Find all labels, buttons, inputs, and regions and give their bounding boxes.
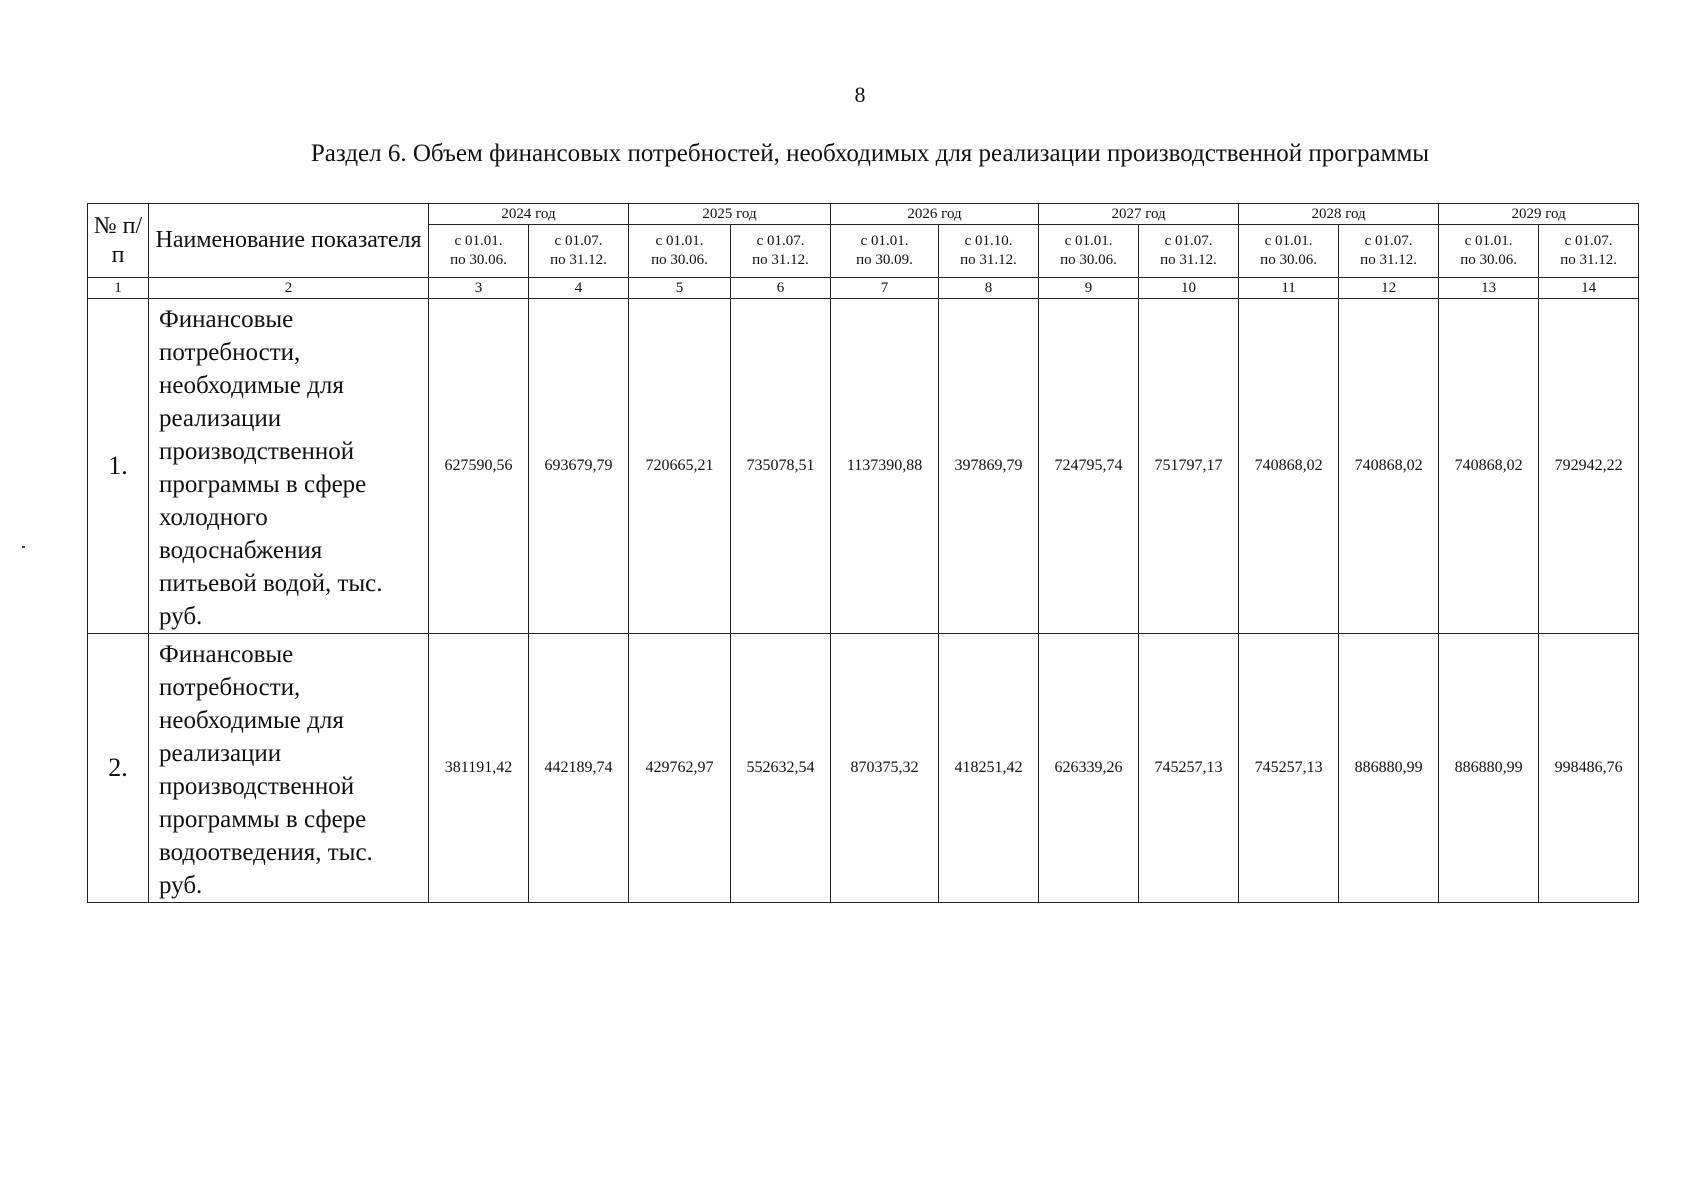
header-year-2027: 2027 год [1039,204,1239,225]
value-cell: 740868,02 [1439,299,1539,634]
header-row-years [88,204,1639,225]
period-from: с 01.01. [454,233,503,249]
value-cell: 740868,02 [1239,299,1339,634]
header-period [1439,225,1539,278]
header-year-2026: 2026 год [831,204,1039,225]
column-number: 4 [529,278,629,299]
header-year-2025: 2025 год [629,204,831,225]
period-to: по 31.12. [752,252,809,268]
row-indicator-name: Финансовые потребности, необходимые для реализации производственной программы в сфере водоотведения, тыс. руб. [149,634,429,903]
header-no: № п/п [88,204,149,278]
table-row [88,299,1639,634]
page-number: 8 [854,82,866,107]
period-to: по 31.12. [550,252,607,268]
value-cell: 552632,54 [731,634,831,903]
period-to: по 30.06. [1460,252,1517,268]
period-from: с 01.01. [1064,233,1113,249]
period-from: с 01.01. [860,233,909,249]
section-title: Раздел 6. Объем финансовых потребностей, необходимых для реализации производственной программы [310,140,1430,167]
column-number: 11 [1239,278,1339,299]
period-to: по 30.06. [1260,252,1317,268]
period-from: с 01.07. [554,233,603,249]
header-period [629,225,731,278]
period-from: с 01.10. [964,233,1013,249]
column-number: 12 [1339,278,1439,299]
value-cell: 740868,02 [1339,299,1439,634]
period-to: по 31.12. [1160,252,1217,268]
row-indicator-name: Финансовые потребности, необходимые для реализации производственной программы в сфере холодного водоснабжения питьевой водой, тыс. руб. [149,299,429,634]
period-to: по 30.09. [856,252,913,268]
column-number: 10 [1139,278,1239,299]
header-year-2029: 2029 год [1439,204,1639,225]
period-to: по 31.12. [1360,252,1417,268]
header-period [1039,225,1139,278]
period-from: с 01.01. [1264,233,1313,249]
header-period [731,225,831,278]
value-cell: 745257,13 [1139,634,1239,903]
row-number: 1. [88,299,149,634]
value-cell: 792942,22 [1539,299,1639,634]
header-period [939,225,1039,278]
column-number: 1 [88,278,149,299]
period-from: с 01.07. [756,233,805,249]
financial-needs-table [87,203,1639,903]
column-number: 3 [429,278,529,299]
header-period [1539,225,1639,278]
value-cell: 886880,99 [1339,634,1439,903]
value-cell: 627590,56 [429,299,529,634]
column-number: 13 [1439,278,1539,299]
scan-speck [22,546,25,548]
value-cell: 442189,74 [529,634,629,903]
column-number: 9 [1039,278,1139,299]
value-cell: 693679,79 [529,299,629,634]
column-number: 2 [149,278,429,299]
column-number-row [88,278,1639,299]
value-cell: 751797,17 [1139,299,1239,634]
value-cell: 998486,76 [1539,634,1639,903]
period-to: по 31.12. [1560,252,1617,268]
period-to: по 30.06. [1060,252,1117,268]
column-number: 8 [939,278,1039,299]
value-cell: 870375,32 [831,634,939,903]
value-cell: 724795,74 [1039,299,1139,634]
period-from: с 01.01. [1464,233,1513,249]
value-cell: 626339,26 [1039,634,1139,903]
value-cell: 1137390,88 [831,299,939,634]
period-from: с 01.01. [655,233,704,249]
column-number: 7 [831,278,939,299]
value-cell: 745257,13 [1239,634,1339,903]
period-from: с 01.07. [1564,233,1613,249]
header-period [529,225,629,278]
value-cell: 418251,42 [939,634,1039,903]
header-period [831,225,939,278]
column-number: 6 [731,278,831,299]
header-year-2024: 2024 год [429,204,629,225]
value-cell: 397869,79 [939,299,1039,634]
period-to: по 31.12. [960,252,1017,268]
value-cell: 735078,51 [731,299,831,634]
value-cell: 381191,42 [429,634,529,903]
header-period [429,225,529,278]
period-to: по 30.06. [651,252,708,268]
value-cell: 429762,97 [629,634,731,903]
table-row [88,634,1639,903]
header-year-2028: 2028 год [1239,204,1439,225]
column-number: 5 [629,278,731,299]
period-from: с 01.07. [1364,233,1413,249]
period-from: с 01.07. [1164,233,1213,249]
column-number: 14 [1539,278,1639,299]
header-period [1139,225,1239,278]
period-to: по 30.06. [450,252,507,268]
header-period [1239,225,1339,278]
value-cell: 720665,21 [629,299,731,634]
value-cell: 886880,99 [1439,634,1539,903]
header-name: Наименование показателя [149,204,429,278]
row-number: 2. [88,634,149,903]
header-period [1339,225,1439,278]
